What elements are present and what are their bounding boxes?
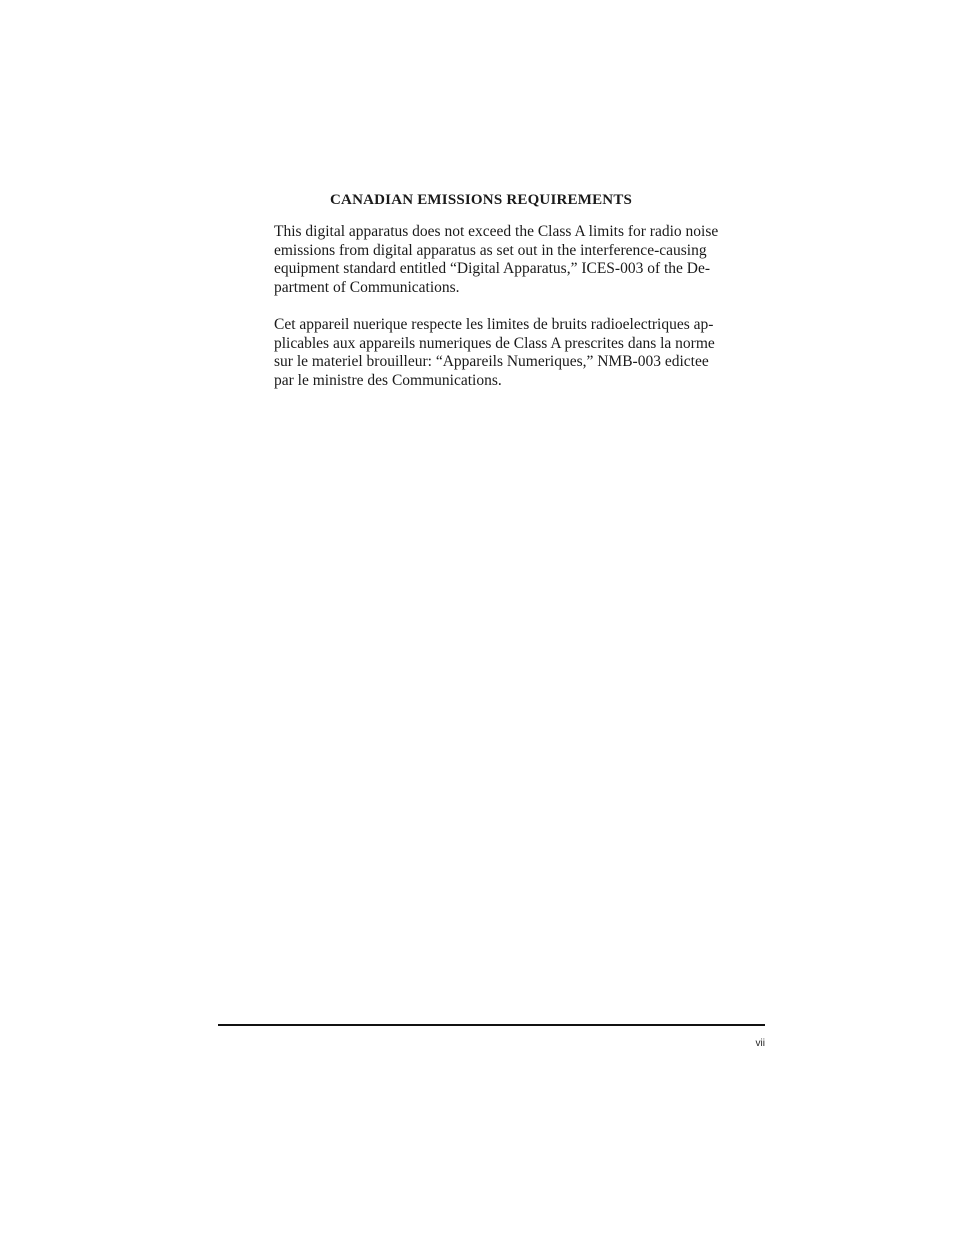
paragraph-line: partment of Communications. bbox=[274, 279, 460, 297]
paragraph-french bbox=[274, 316, 769, 391]
paragraph-line: This digital apparatus does not exceed the Class A limits for radio noise bbox=[274, 223, 719, 240]
footer-divider bbox=[218, 1024, 765, 1026]
paragraph-line: emissions from digital apparatus as set out in the interference-causing bbox=[274, 241, 707, 259]
paragraph-english bbox=[274, 223, 769, 298]
page-number: vii bbox=[755, 1038, 765, 1049]
paragraph-line: equipment standard entitled “Digital Apparatus,” ICES-003 of the De- bbox=[274, 260, 711, 278]
paragraph-line: Cet appareil nuerique respecte les limites de bruits radioelectriques ap- bbox=[274, 316, 714, 333]
paragraph-line: plicables aux appareils numeriques de Class A prescrites dans la norme bbox=[274, 334, 715, 352]
paragraph-line: sur le materiel brouilleur: “Appareils Numeriques,” NMB-003 edictee bbox=[274, 353, 709, 371]
section-heading: CANADIAN EMISSIONS REQUIREMENTS bbox=[330, 192, 633, 208]
paragraph-line: par le ministre des Communications. bbox=[274, 372, 502, 390]
